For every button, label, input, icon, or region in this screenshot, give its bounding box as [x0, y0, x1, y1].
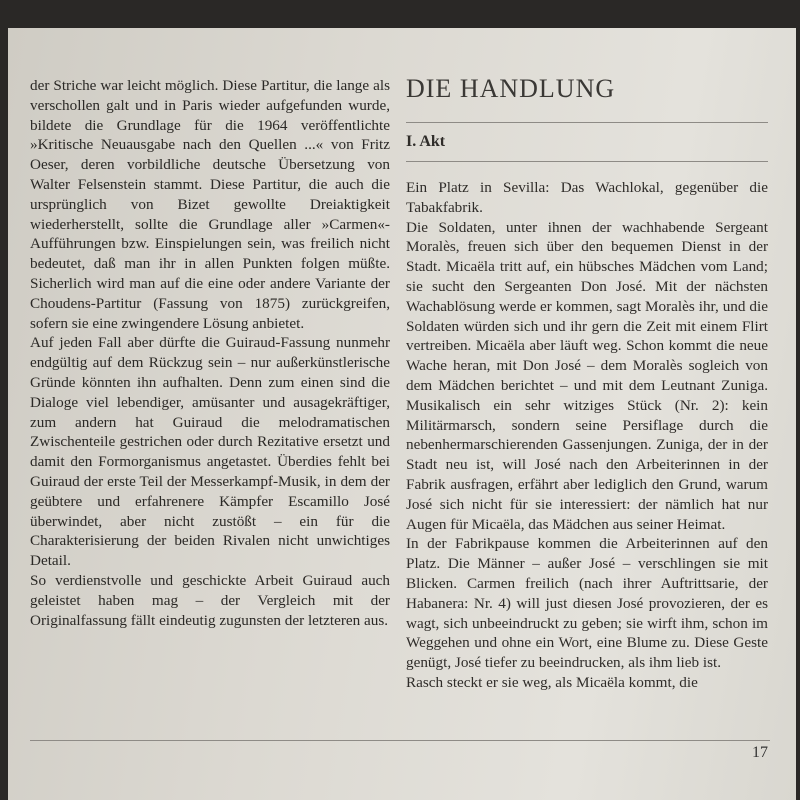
right-paragraph-2: Die Soldaten, unter ihnen der wachhabende Sergeant Moralès, freuen sich über den bequemen Dienst in der Stadt. Micaëla tritt auf, ein hübsches Mädchen vom Land; sie sucht den Sergeanten Don José. Mit der nächsten Wachablösung werde er kommen, sagt Moralès ihr, und die Soldaten würden sich und ihr gern die Zeit mit einem Flirt vertreiben. Micaëla aber läuft weg. Schon kommt die neue Wache heran, mit Don José – dem Moralès sogleich von dem Mädchen berichtet – und mit dem Leutnant Zuniga. Musikalisch ein sehr witziges Stück (Nr. 2): kein Militärmarsch, sondern seine Persiflage durch die nebenhermarschierenden Gassenjungen. Zuniga, der in der Stadt neu ist, will José nach den Arbeiterinnen in der Fabrik ausfragen, erfährt aber lediglich den Grund, warum José sich nicht für sie interessiert: der nämlich hat nur Augen für Micaëla, das Mädchen aus seiner Heimat. [406, 218, 768, 533]
right-paragraph-4: Rasch steckt er sie weg, als Micaëla kommt, die [406, 673, 698, 691]
left-paragraph-1: der Striche war leicht möglich. Diese Partitur, die lange als verschollen galt und in Paris wieder aufgefunden wurde, bildete die Grundlage für die 1964 veröffentlichte »Kritische Neuausgabe nach den Quellen ...« von Fritz Oeser, deren vorbildliche deutsche Übersetzung von Walter Felsenstein stammt. Diese Partitur, die auch die ursprünglich von Bizet gewollte Dreiaktigkeit wiederherstellt, sollte die Grundlage aller »Carmen«-Aufführungen bzw. Einspielungen sein, was freilich nicht bedeutet, daß man ihr in allen Punkten folgen müßte. Sicherlich wird man auf die eine oder andere Variante der Choudens-Partitur (Fassung von 1875) zurückgreifen, sofern sie eine zwingendere Lösung anbietet. [30, 77, 390, 332]
book-page [8, 28, 796, 800]
act-rule [406, 161, 768, 162]
right-column [406, 72, 768, 693]
page-number: 17 [752, 744, 768, 761]
left-column [30, 76, 390, 630]
right-paragraph-3: In der Fabrikpause kommen die Arbeiterinnen auf den Platz. Die Männer – außer José – verschlingen sie mit Blicken. Carmen freilich (nach ihrer Auftrittsarie, der Habanera: Nr. 4) will just diesen José provozieren, der es wagt, sich unbeeindruckt zu geben; sie wirft ihm, schon im Weggehen und ohne ein Wort, eine Blume zu. Diese Geste genügt, José tiefer zu beeindrucken, als ihm lieb ist. [406, 535, 768, 672]
footer-rule [30, 740, 770, 741]
left-paragraph-2: Auf jeden Fall aber dürfte die Guiraud-Fassung nunmehr endgültig auf dem Rückzug sein – nur außerkünstlerische Gründe könnten ihn aufhalten. Denn zum einen sind die Dialoge viel lebendiger, amüsanter und ausagekräftiger, zum andern hat Guiraud die melodramatischen Zwischenteile gestrichen oder durch Rezitative ersetzt und damit den Formorganismus angetastet. Überdies fehlt bei Guiraud der erste Teil der Messerkampf-Musik, in dem der geübtere und erfahrenere Kämpfer Escamillo José überwindet, aber nicht zustößt – ein für die Charakterisierung der beiden Rivalen nicht unwichtiges Detail. [30, 334, 390, 570]
plot-text [406, 178, 768, 693]
section-heading: DIE HANDLUNG [406, 74, 616, 103]
right-paragraph-1: Ein Platz in Sevilla: Das Wachlokal, gegenüber die Tabakfabrik. [406, 179, 768, 216]
left-paragraph-3: So verdienstvolle und geschickte Arbeit Guiraud auch geleistet haben mag – der Vergleich mit der Originalfassung fällt eindeutig zugunsten der letzteren aus. [30, 571, 390, 629]
act-title: I. Akt [406, 133, 446, 150]
heading-rule [406, 122, 768, 123]
